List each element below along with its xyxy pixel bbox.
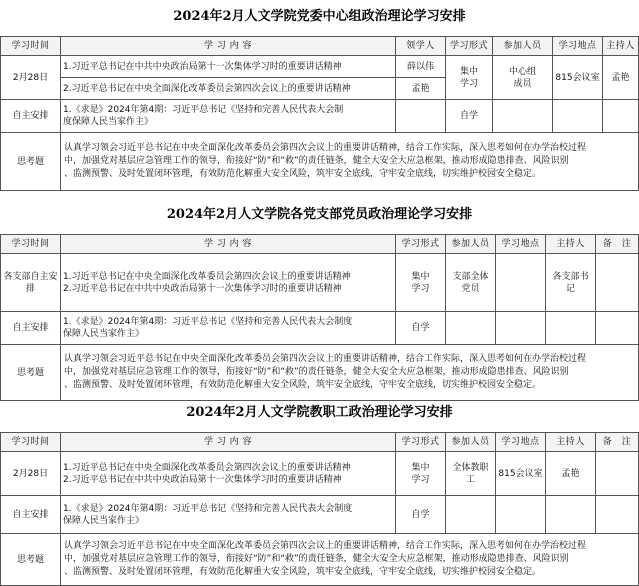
table-row	[1, 312, 639, 345]
reflection-text: 认真学习领会习近平总书记在中央全面深化改革委员会第四次会议上的重要讲话精神，结合工作实际，深入思考如何在办学治校过程 中，加强党对基层应急管理工作的领导，衔接好“防”和“救”的责任链条，健全大安全大应急框架，推动形成隐患排查、风险识别 、监测预警、及时处置闭环管理，有效防范化解重大安全风险，筑牢安全底线，守牢安全底线，切实维护校园安全稳定。	[61, 345, 639, 401]
section-2-table	[0, 234, 639, 401]
section-2-header-row	[1, 235, 639, 254]
row-time: 2月28日	[1, 56, 61, 100]
header-location: 学习地点	[496, 433, 546, 452]
section-1-table	[0, 36, 639, 191]
reflection-text: 认真学习领会习近平总书记在中央全面深化改革委员会第四次会议上的重要讲话精神，结合工作实际，深入思考如何在办学治校过程 中，加强党对基层应急管理工作的领导，衔接好“防”和“救”的责任链条，健全大安全大应急框架，推动形成隐患排查、风险识别 、监测预警、及时处置闭环管理，有效防范化解重大安全风险，筑牢安全底线，守牢安全底线，切实维护校园安全稳定。	[61, 133, 639, 191]
row-location: 815会议室	[553, 56, 603, 100]
table-row	[1, 56, 639, 78]
header-time: 学习时间	[1, 433, 61, 452]
row-host: 孟艳	[546, 452, 596, 496]
header-attendees: 参加人员	[446, 433, 496, 452]
reflection-label: 思考题	[1, 534, 61, 586]
row-content: 1.《求是》2024年第4期：习近平总书记《坚持和完善人民代表大会制度 保障人民当家作主》	[61, 496, 396, 534]
row-host	[546, 312, 596, 345]
row-leader-1: 薛以伟	[396, 56, 446, 78]
row-host: 各支部书 记	[546, 254, 596, 312]
row-content-1: 1.习近平总书记在中共中央政治局第十一次集体学习时的重要讲话精神	[61, 56, 396, 78]
row-content: 1.《求是》2024年第4期：习近平总书记《坚持和完善人民代表大会制 度保障人民当家作主》	[61, 100, 396, 133]
row-form: 集中 学习	[396, 452, 446, 496]
reflection-text: 认真学习领会习近平总书记在中央全面深化改革委员会第四次会议上的重要讲话精神，结合工作实际，深入思考如何在办学治校过程 中，加强党对基层应急管理工作的领导，衔接好“防”和“救”的责任链条，健全大安全大应急框架，推动形成隐患排查、风险识别 、监测预警、及时处置闭环管理，有效防范化解重大安全风险，筑牢安全底线，守牢安全底线，切实维护校园安全稳定。	[61, 534, 639, 586]
row-leader-2: 孟艳	[396, 78, 446, 100]
row-notes	[596, 496, 639, 534]
header-leader: 领学人	[396, 37, 446, 56]
row-location	[496, 496, 546, 534]
row-notes	[596, 452, 639, 496]
row-time: 各支部自主安 排	[1, 254, 61, 312]
reflection-row	[1, 133, 639, 191]
row-location	[553, 100, 603, 133]
section-1-header-row	[1, 37, 639, 56]
header-host: 主持人	[546, 235, 596, 254]
header-time: 学习时间	[1, 37, 61, 56]
row-attendees: 中心组 成员	[493, 56, 553, 100]
section-3-header-row	[1, 433, 639, 452]
row-form: 自学	[396, 496, 446, 534]
row-location	[496, 312, 546, 345]
reflection-row	[1, 534, 639, 586]
section-2-title: 2024年2月人文学院各党支部党员政治理论学习安排	[166, 207, 473, 222]
header-attendees: 参加人员	[446, 235, 496, 254]
table-row	[1, 452, 639, 496]
row-host	[546, 496, 596, 534]
row-form: 集中 学习	[446, 56, 493, 100]
header-form: 学习形式	[396, 433, 446, 452]
header-time: 学习时间	[1, 235, 61, 254]
row-host	[603, 100, 639, 133]
header-form: 学习形式	[446, 37, 493, 56]
header-form: 学习形式	[396, 235, 446, 254]
table-row	[1, 100, 639, 133]
section-3-table	[0, 432, 639, 586]
row-host: 孟艳	[603, 56, 639, 100]
header-content: 学 习 内 容	[61, 433, 396, 452]
reflection-row	[1, 345, 639, 401]
row-content: 1.《求是》2024年第4期：习近平总书记《坚持和完善人民代表大会制度 保障人民当家作主》	[61, 312, 396, 345]
header-content: 学 习 内 容	[61, 37, 396, 56]
row-form: 自学	[396, 312, 446, 345]
table-row	[1, 496, 639, 534]
row-attendees	[446, 496, 496, 534]
row-form: 自学	[446, 100, 493, 133]
row-content: 1.习近平总书记在中央全面深化改革委员会第四次会议上的重要讲话精神 2.习近平总书记在中共中央政治局第十一次集体学习时的重要讲话精神	[61, 452, 396, 496]
row-content-2: 2.习近平总书记在中央全面深化改革委员会第四次会议上的重要讲话精神	[61, 78, 396, 100]
header-content: 学 习 内 容	[61, 235, 396, 254]
header-notes: 备 注	[596, 235, 639, 254]
row-attendees	[493, 100, 553, 133]
reflection-label: 思考题	[1, 133, 61, 191]
header-location: 学习地点	[553, 37, 603, 56]
row-time: 自主安排	[1, 100, 61, 133]
section-1-title: 2024年2月人文学院党委中心组政治理论学习安排	[173, 9, 466, 24]
reflection-label: 思考题	[1, 345, 61, 401]
header-location: 学习地点	[496, 235, 546, 254]
row-notes	[596, 312, 639, 345]
row-notes	[596, 254, 639, 312]
header-attendees: 参加人员	[493, 37, 553, 56]
header-host: 主持人	[603, 37, 639, 56]
row-leader	[396, 100, 446, 133]
row-attendees: 支部全体 党员	[446, 254, 496, 312]
row-content: 1.习近平总书记在中央全面深化改革委员会第四次会议上的重要讲话精神 2.习近平总书记在中共中央政治局第十一次集体学习时的重要讲话精神	[61, 254, 396, 312]
table-row	[1, 254, 639, 312]
header-notes: 备 注	[596, 433, 639, 452]
row-location	[496, 254, 546, 312]
row-time: 自主安排	[1, 312, 61, 345]
row-location: 815会议室	[496, 452, 546, 496]
row-form: 集中 学习	[396, 254, 446, 312]
row-time: 2月28日	[1, 452, 61, 496]
section-3-title: 2024年2月人文学院教职工政治理论学习安排	[186, 405, 453, 420]
row-attendees: 全体教职 工	[446, 452, 496, 496]
row-attendees	[446, 312, 496, 345]
header-host: 主持人	[546, 433, 596, 452]
row-time: 自主安排	[1, 496, 61, 534]
